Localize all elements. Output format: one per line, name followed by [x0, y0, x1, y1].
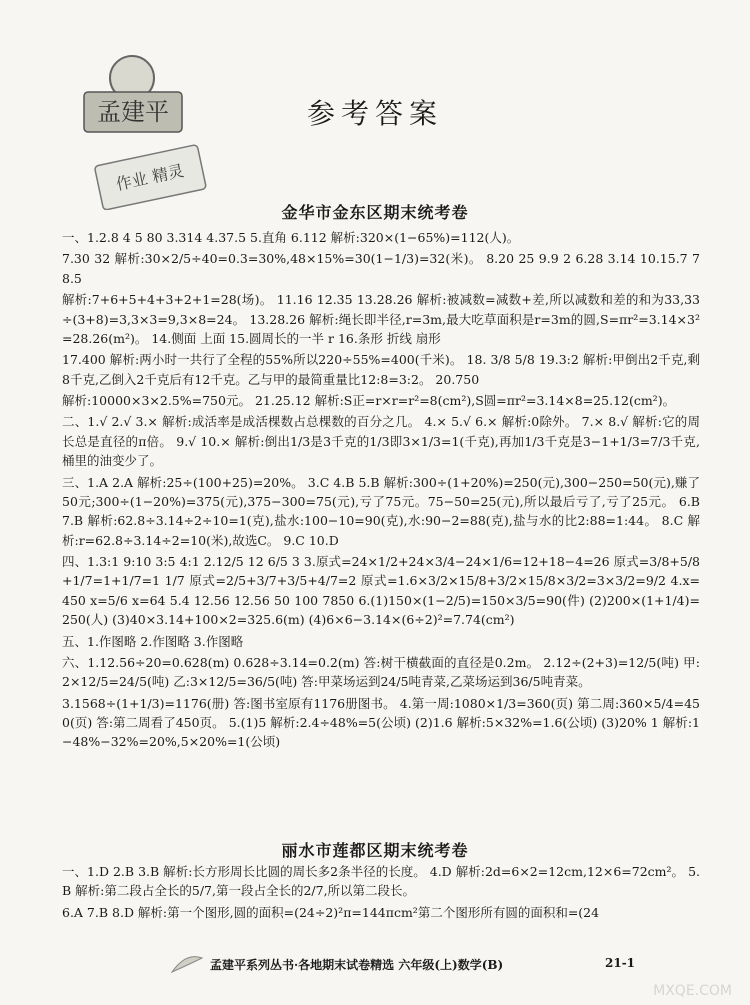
answer-paragraph: 六、1.12.56÷20=0.628(m) 0.628÷3.14=0.2(m) 答:树干横截面的直径是0.2m。 2.12÷(2+3)=12/5(吨) 甲:2×12/5=24/5(吨) 乙:3×12/5=36/5(吨) 答:甲菜场运到24/5吨青菜,乙菜场运到36/5吨青菜。 — [62, 654, 700, 690]
section-title-lishui: 丽水市莲都区期末统考卷 — [281, 841, 469, 860]
answer-section-lishui — [62, 862, 700, 924]
answer-paragraph: 6.A 7.B 8.D 解析:第一个图形,圆的面积=(24÷2)²π=144πcm²第二个图形所有圆的面积和=(24 — [62, 904, 600, 920]
answer-paragraph: 一、1.2.8 4 5 80 3.314 4.37.5 5.直角 6.112 解析:320×(1−65%)=112(人)。 — [62, 230, 520, 245]
page-number: 21-1 — [605, 956, 636, 970]
answer-paragraph: 三、1.A 2.A 解析:25÷(100+25)=20%。 3.C 4.B 5.B 解析:300÷(1+20%)=250(元),300−250=50(元),赚了50元;300÷(1−20%)=375(元),375−300=75(元),亏了75元。75−50=25(元),所以最后亏了,亏了25元。 6.B 7.B 解析:62.8÷3.14÷2÷10=1(克),盐水:100−10=90(克),水:90−2=88(克),盐与水的比2:88=1:44。 8.C 解析:r=62.8÷3.14÷2=10(米),故选C。 9.C 10.D — [62, 474, 700, 548]
answer-paragraph: 二、1.√ 2.√ 3.× 解析:成活率是成活棵数占总棵数的百分之几。 4.× 5.√ 6.× 解析:0除外。 7.× 8.√ 解析:它的周长总是直径的π倍。 9.√ 10.× 解析:倒出1/3是3千克的1/3即3×1/3=1(千克),再加1/3千克是3−1+1/3=7/3千克,桶里的油变少了。 — [62, 414, 700, 469]
answer-paragraph: 四、1.3:1 9:10 3:5 4:1 2.12/5 12 6/5 3 3.原式=24×1/2+24×3/4−24×1/6=12+18−4=26 原式=3/8+5/8+1/7=1+1/7=1 1/7 原式=2/5+3/7+3/5+4/7=2 原式=1.6×3/2×15/8+3/2×15/8×3/2=3×3/2=9/2 4.x=450 x=5/6 x=64 5.4 12.56 12.56 50 100 7850 6.(1)150×(1−2/5)=150×3/5=90(件) (2)200×(1+1/4)=250(人) (3)40×3.14+100×2=325.6(m) (4)6×6−3.14×(6÷2)²=7.74(cm²) — [62, 554, 700, 628]
answer-paragraph: 五、1.作图略 2.作图略 3.作图略 — [62, 633, 244, 649]
answer-section-jinhua — [62, 228, 700, 754]
section-title-jinhua: 金华市金东区期末统考卷 — [281, 203, 469, 222]
answer-paragraph: 解析:10000×3×2.5%=750元。 21.25.12 解析:S正=r×r=r²=8(cm²),S圆=πr²=3.14×8=25.12(cm²)。 — [62, 393, 676, 408]
page-title: 参考答案 — [306, 97, 443, 130]
answer-paragraph: 一、1.D 2.B 3.B 解析:长方形周长比圆的周长多2条半径的长度。 4.D 解析:2d=6×2=12cm,12×6=72cm²。 5.B 解析:第二段占全长的5/7,第一段占全长的2/7,所以第二段长。 — [62, 864, 700, 899]
svg-text:孟建平: 孟建平 — [97, 98, 169, 126]
answer-paragraph: 17.400 解析:两小时一共行了全程的55%所以220÷55%=400(千米)。 18. 3/8 5/8 19.3:2 解析:甲倒出2千克,剩8千克,乙倒入2千克后有12千克。乙与甲的最简重量比12:8=3:2。 20.750 — [62, 352, 700, 387]
svg-text:作业 精灵: 作业 精灵 — [114, 161, 186, 194]
answer-paragraph: 解析:7+6+5+4+3+2+1=28(场)。 11.16 12.35 13.28.26 解析:被减数=减数+差,所以减数和差的和为33,33÷(3+8)=3,3×3=9,3×8=24。 13.28.26 解析:绳长即半径,r=3m,最大吃草面积是r=3m的圆,S=πr²=3.14×3²=28.26(m²)。 14.侧面 上面 15.圆周长的一半 r 16.条形 折线 扇形 — [62, 292, 700, 346]
watermark-text: MXQE.COM — [653, 983, 732, 999]
answer-paragraph: 7.30 32 解析:30×2/5÷40=0.3=30%,48×15%=30(1−1/3)=32(米)。 8.20 25 9.9 2 6.28 3.14 10.15.7 78.5 — [62, 251, 700, 286]
footer-series: 孟建平系列丛书·各地期末试卷精选 六年级(上)数学(B) — [210, 958, 504, 972]
watermark — [568, 939, 738, 999]
leaf-ornament-icon — [170, 952, 204, 976]
answer-paragraph: 3.1568÷(1+1/3)=1176(册) 答:图书室原有1176册图书。 4.第一周:1080×1/3=360(页) 第二周:360×5/4=450(页) 答:第二周看了450页。 5.(1)5 解析:2.4÷48%=5(公顷) (2)1.6 解析:5×32%=1.6(公顷) (3)20% 1 解析:1−48%−32%=20%,5×20%=1(公顷) — [62, 695, 700, 750]
